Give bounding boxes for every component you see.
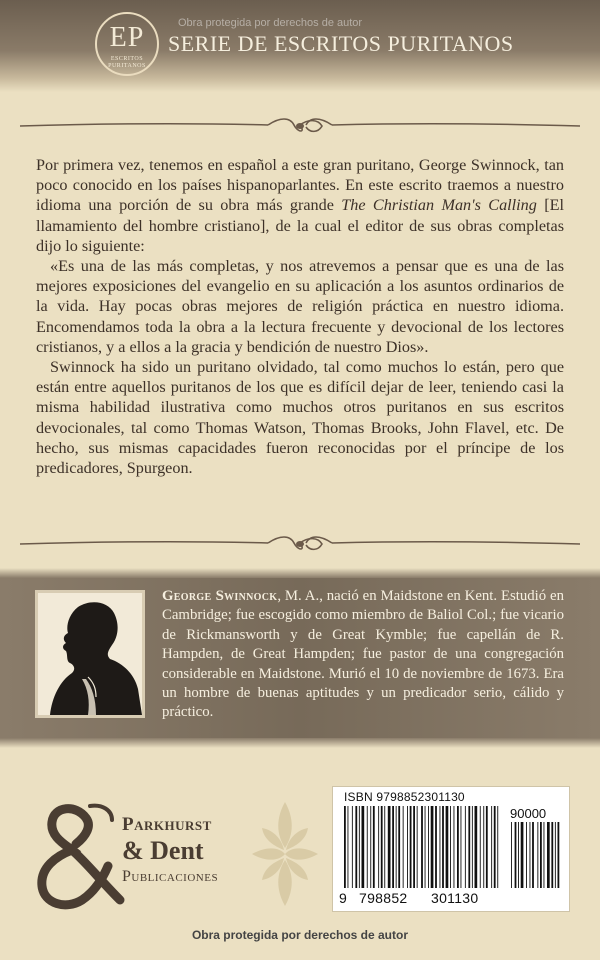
author-bio — [162, 587, 564, 723]
barcode-bar — [381, 806, 383, 888]
addon-barcode-bar — [544, 822, 545, 888]
addon-barcode-bar — [515, 822, 517, 888]
barcode-bar — [348, 806, 349, 888]
barcode-bar — [442, 806, 444, 888]
barcode-bar — [359, 806, 360, 888]
barcode-bar — [435, 806, 437, 888]
barcode-bar — [413, 806, 415, 888]
addon-barcode-bar — [530, 822, 531, 888]
barcode-bar — [497, 806, 498, 888]
barcode-bar — [483, 806, 484, 888]
barcode-bar — [407, 806, 408, 888]
barcode-bar — [472, 806, 473, 888]
ampersand-logo-icon — [28, 800, 128, 910]
addon-barcode-bar — [551, 822, 553, 888]
author-portrait — [35, 590, 145, 718]
series-title: SERIE DE ESCRITOS PURITANOS — [168, 31, 514, 56]
barcode-bar — [352, 806, 353, 888]
addon-barcode-bar — [532, 822, 534, 888]
publisher-line-2: & Dent — [122, 836, 204, 865]
logo-subtext-2: PURITANOS — [108, 63, 146, 69]
barcode-bar — [454, 806, 455, 888]
barcode-bar — [417, 806, 418, 888]
barcode-bar — [428, 806, 429, 888]
addon-barcode-bar — [526, 822, 527, 888]
barcode-bar — [373, 806, 375, 888]
addon-barcode-bar — [547, 822, 550, 888]
publisher-line-1: Parkhurst — [122, 814, 212, 835]
book-title-italic: The Christian Man's Calling — [341, 196, 537, 215]
back-cover-description — [36, 155, 564, 478]
barcode-bar — [388, 806, 391, 888]
ep-logo — [95, 12, 159, 76]
logo-initials: EP — [109, 22, 145, 53]
paragraph-1 — [36, 155, 564, 256]
top-ornament — [18, 116, 582, 136]
barcode-bar — [468, 806, 470, 888]
paragraph-2-quote: «Es una de las más completas, y nos atrevemos a pensar que es una de las mejores exposiciones del evangelio en su aplicación a los asuntos ordinarios de la vida. Hay pocas obras mejores de religión práctica en nuestro idioma. Encomendamos toda la obra a la lectura frecuente y devocional de los lectores cristianos, y a ellos a la gracia y bendición de nuestro Dios». — [36, 257, 564, 356]
copyright-notice: Obra protegida por derechos de autor — [191, 928, 409, 942]
addon-barcode-bar — [521, 822, 524, 888]
barcode-bar — [450, 806, 451, 888]
price-code: 90000 — [510, 806, 547, 821]
barcode-bar — [465, 806, 466, 888]
barcode-bar — [480, 806, 481, 888]
silhouette-icon — [38, 593, 142, 715]
addon-barcode-bar — [537, 822, 538, 888]
barcode-bar — [398, 806, 400, 888]
fleur-de-lis-icon — [248, 798, 322, 910]
barcode-bars — [338, 806, 564, 892]
addon-barcode-bar — [518, 822, 519, 888]
author-bio-text: , M. A., nació en Maidstone en Kent. Estudió en Cambridge; fue escogido como miembro de Baliol Col.; fue vicario de Rickmansworth y de Great Kymble; fue capellán de R. Hampden, de Great Hampden; fue pastor de una congregación considerable en Maidstone. Murió el 10 de noviembre de 1673. Era un hombre de buenas aptitudes y un predicador serio, cálido y práctico. — [162, 588, 565, 721]
paragraph-1-text-a: Por primera vez, tenemos en español a este gran puritano, George Swinnock, tan poco conocido en los países hispanoparlantes. En este escrito traemos a nuestro idioma una porción de su obra más grande — [36, 156, 564, 215]
watermark-text: Obra protegida por derechos de autor — [178, 17, 363, 29]
barcode-bar — [431, 806, 434, 888]
barcode-bar — [392, 806, 394, 888]
barcode-bar — [421, 806, 423, 888]
barcode-bar — [384, 806, 385, 888]
barcode-bar — [367, 806, 368, 888]
addon-barcode-bar — [511, 822, 512, 888]
barcode-bar — [355, 806, 357, 888]
barcode-bar — [378, 806, 379, 888]
publisher-line-3: Publicaciones — [122, 868, 219, 885]
barcode-bar — [457, 806, 459, 888]
barcode-bar — [344, 806, 346, 888]
isbn-digit-first: 9 — [339, 890, 348, 906]
isbn-digit-group-2: 301130 — [431, 890, 479, 906]
publisher-name — [122, 814, 218, 888]
logo-subtext-1: ESCRITOS — [110, 56, 144, 62]
barcode-bar — [396, 806, 397, 888]
barcode-bar — [475, 806, 478, 888]
paragraph-3: Swinnock ha sido un puritano olvidado, tal como muchos lo están, pero que están entre aquellos puritanos de los que es difícil dejar de leer, teniendo casi la misma habilidad ilustrativa como muchos otros puritanos en sus escritos devocionales, tal como Thomas Watson, Thomas Brooks, John Flavel, etc. De hecho, sus mismas capacidades fueron reconocidas por el príncipe de los predicadores, Spurgeon. — [36, 358, 564, 478]
barcode-bar — [362, 806, 365, 888]
barcode-bar — [440, 806, 441, 888]
middle-ornament — [18, 534, 582, 554]
barcode-bar — [461, 806, 462, 888]
isbn-label: ISBN 9798852301130 — [344, 790, 465, 804]
barcode-bar — [425, 806, 426, 888]
addon-barcode-bar — [555, 822, 556, 888]
addon-barcode-bar — [558, 822, 560, 888]
barcode-bar — [403, 806, 404, 888]
paragraph-1-text-b: [El llamamiento del hombre cristiano], de la cual el editor de sus obras completas dijo lo siguiente: — [36, 196, 564, 255]
barcode-bar — [370, 806, 371, 888]
barcode-bar — [491, 806, 492, 888]
addon-barcode-bar — [540, 822, 542, 888]
barcode-bar — [446, 806, 449, 888]
barcode-bar — [486, 806, 488, 888]
author-name: George Swinnock — [162, 588, 278, 604]
barcode-bar — [494, 806, 496, 888]
barcode-bar — [410, 806, 412, 888]
isbn-digit-group-1: 798852 — [359, 890, 408, 906]
